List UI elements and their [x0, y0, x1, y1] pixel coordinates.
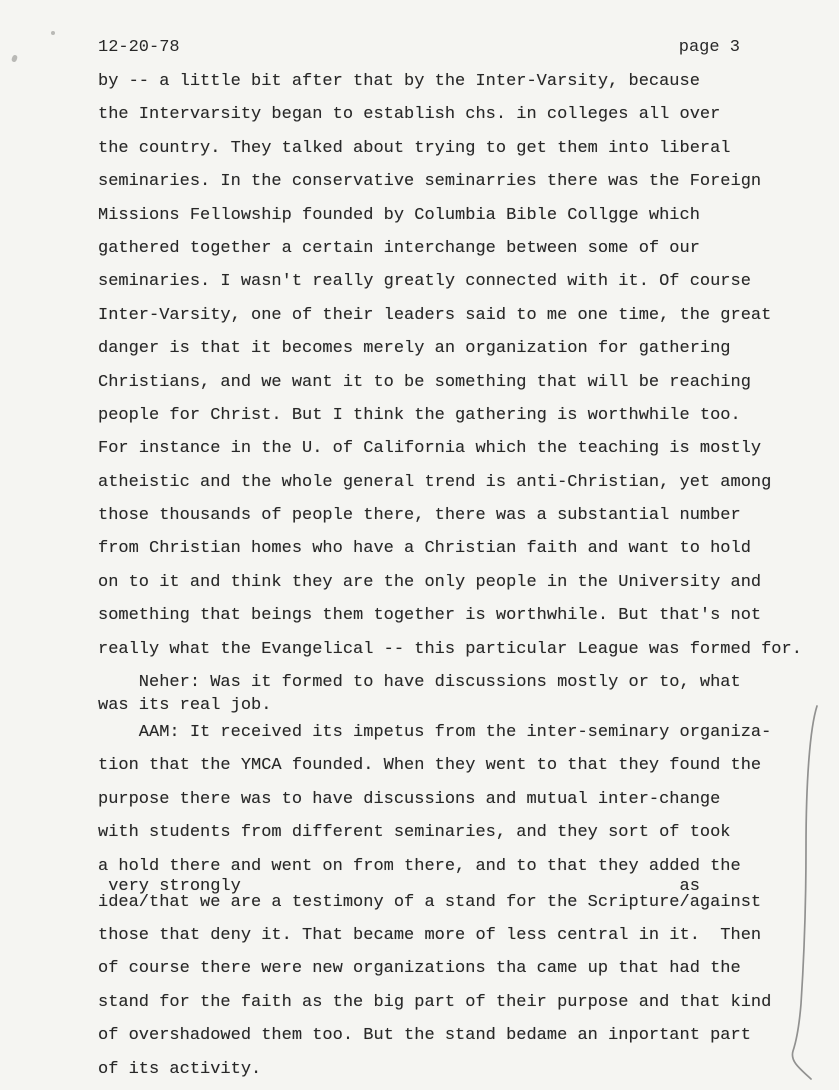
- text-line-aam-answer: AAM: It received its impetus from the inter-seminary organiza-: [98, 723, 772, 743]
- page-header: [0, 0, 839, 58]
- text-line: from Christian homes who have a Christian faith and want to hold: [98, 539, 751, 559]
- text-line: really what the Evangelical -- this particular League was formed for.: [98, 639, 802, 659]
- text-line: Missions Fellowship founded by Columbia Bible Collgge which: [98, 205, 700, 225]
- text-line: the Intervarsity began to establish chs. in colleges all over: [98, 105, 721, 125]
- text-line: those thousands of people there, there was a substantial number: [98, 506, 741, 526]
- text-line: Christians, and we want it to be something that will be reaching: [98, 372, 751, 392]
- text-line: on to it and think they are the only people in the University and: [98, 572, 762, 592]
- text-line: of overshadowed them too. But the stand bedame an inportant part: [98, 1026, 751, 1046]
- text-line: of its activity.: [98, 1059, 262, 1079]
- text-line: gathered together a certain interchange between some of our: [98, 238, 700, 258]
- text-line: atheistic and the whole general trend is anti-Christian, yet among: [98, 472, 772, 492]
- typewritten-body: [0, 72, 839, 1090]
- text-line: danger is that it becomes merely an organization for gathering: [98, 339, 731, 359]
- text-line: idea/that we are a testimony of a stand for the Scripture/against: [98, 892, 762, 912]
- text-line: something that beings them together is worthwhile. But that's not: [98, 606, 762, 626]
- text-line: by -- a little bit after that by the Inter-Varsity, because: [98, 72, 700, 91]
- text-line: stand for the faith as the big part of their purpose and that kind: [98, 992, 772, 1012]
- text-line: For instance in the U. of California which the teaching is mostly: [98, 439, 762, 459]
- text-line: a hold there and went on from there, and to that they added the: [98, 856, 741, 876]
- text-line: with students from different seminaries, and they sort of took: [98, 823, 731, 843]
- text-line: Inter-Varsity, one of their leaders said to me one time, the great: [98, 305, 772, 325]
- text-line: was its real job.: [98, 696, 272, 716]
- paper-speck: [11, 54, 18, 62]
- text-line: seminaries. I wasn't really greatly connected with it. Of course: [98, 272, 751, 292]
- text-line: tion that the YMCA founded. When they went to that they found the: [98, 756, 762, 776]
- text-line: purpose there was to have discussions and mutual inter-change: [98, 789, 721, 809]
- text-line: people for Christ. But I think the gathering is worthwhile too.: [98, 405, 741, 425]
- text-line: those that deny it. That became more of less central in it. Then: [98, 925, 762, 945]
- paper-speck: [51, 31, 55, 35]
- interline-insertion: very strongly as: [98, 876, 700, 896]
- header-page-number: page 3: [678, 38, 740, 57]
- text-line-neher-question: Neher: Was it formed to have discussions mostly or to, what: [98, 673, 741, 693]
- text-line: of course there were new organizations tha came up that had the: [98, 959, 741, 979]
- text-line: the country. They talked about trying to get them into liberal: [98, 138, 731, 158]
- text-line: seminaries. In the conservative seminarries there was the Foreign: [98, 172, 762, 192]
- header-date: 12-20-78: [98, 38, 180, 57]
